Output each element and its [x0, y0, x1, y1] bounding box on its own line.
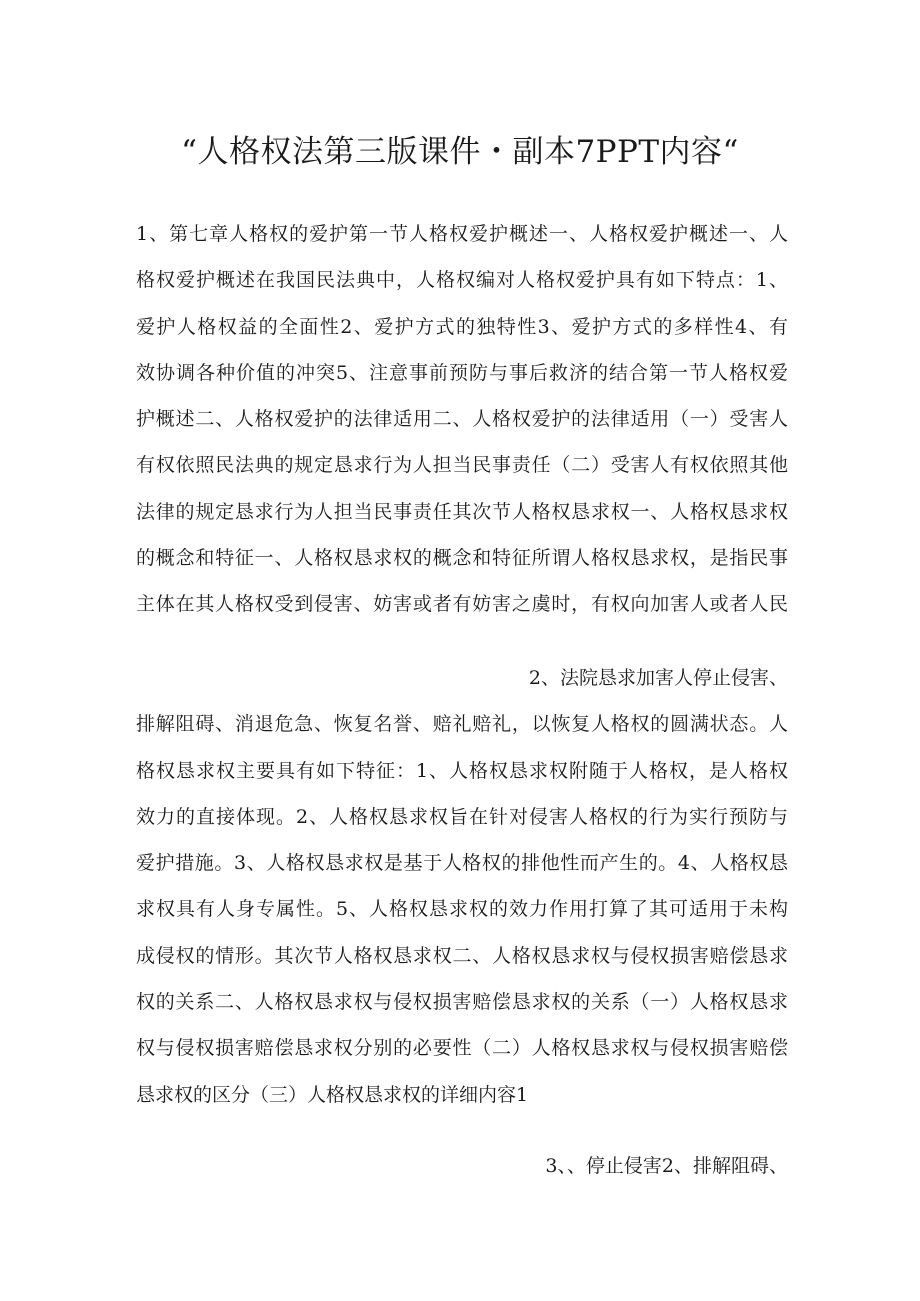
text-line: 格权爱护概述在我国民法典中，人格权编对人格权爱护具有如下特点：1、 [136, 269, 788, 292]
text-line: 爱护措施。3、人格权恳求权是基于人格权的排他性而产生的。4、人格权恳 [136, 852, 788, 875]
text-line: 3、、停止侵害2、排解阻碍、 [545, 1155, 788, 1177]
text-line: 法律的规定恳求行为人担当民事责任其次节人格权恳求权一、人格权恳求权 [136, 500, 788, 523]
text-line: 主体在其人格权受到侵害、妨害或者有妨害之虞时，有权向加害人或者人民 [136, 593, 788, 616]
text-line: 恳求权的区分（三）人格权恳求权的详细内容1 [136, 1083, 529, 1106]
text-line: 护概述二、人格权爱护的法律适用二、人格权爱护的法律适用（一）受害人 [136, 408, 788, 431]
text-line: 权的关系二、人格权恳求权与侵权损害赔偿恳求权的关系（一）人格权恳求 [136, 991, 788, 1014]
paragraph-1 [136, 211, 788, 628]
text-line: 效协调各种价值的冲突5、注意事前预防与事后救济的结合第一节人格权爱 [136, 361, 788, 384]
text-line: 有权依照民法典的规定恳求行为人担当民事责任（二）受害人有权依照其他 [136, 454, 788, 477]
text-line: 的概念和特征一、人格权恳求权的概念和特征所谓人格权恳求权，是指民事 [136, 547, 788, 570]
paragraph-2 [136, 655, 788, 1118]
paragraph-3 [136, 1143, 788, 1189]
text-line: 格权恳求权主要具有如下特征：1、人格权恳求权附随于人格权，是人格权 [136, 759, 788, 782]
text-line: 2、法院恳求加害人停止侵害、 [528, 667, 788, 689]
document-title: “人格权法第三版课件・副本7PPT内容“ [181, 134, 739, 170]
text-line: 1、第七章人格权的爱护第一节人格权爱护概述一、人格权爱护概述一、人 [136, 223, 788, 245]
text-line: 权与侵权损害赔偿恳求权分别的必要性（二）人格权恳求权与侵权损害赔偿 [136, 1037, 788, 1060]
text-line: 求权具有人身专属性。5、人格权恳求权的效力作用打算了其可适用于未构 [136, 898, 788, 921]
text-line: 排解阻碍、消退危急、恢复名誉、赔礼赔礼，以恢复人格权的圆满状态。人 [136, 713, 788, 736]
text-line: 爱护人格权益的全面性2、爱护方式的独特性3、爱护方式的多样性4、有 [136, 315, 788, 338]
text-line: 效力的直接体现。2、人格权恳求权旨在针对侵害人格权的行为实行预防与 [136, 805, 788, 828]
text-line: 成侵权的情形。其次节人格权恳求权二、人格权恳求权与侵权损害赔偿恳求 [136, 944, 788, 967]
